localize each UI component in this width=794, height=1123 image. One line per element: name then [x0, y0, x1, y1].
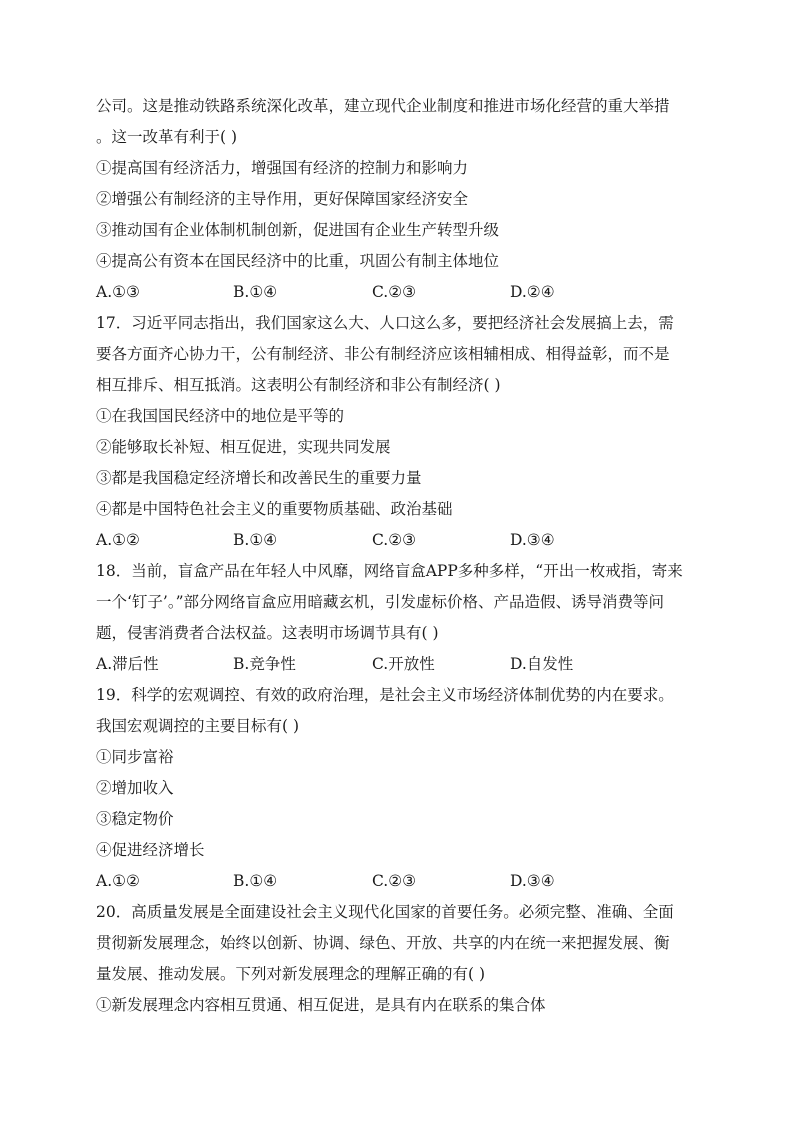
option-d[interactable]: D.自发性 — [510, 655, 574, 673]
choice-statement: ①同步富裕 — [96, 748, 174, 766]
question-18: 18．当前，盲盒产品在年轻人中风靡，网络盲盒APP多种多样，“开出一枚戒指，寄来 — [96, 562, 683, 580]
answer-options-q16 — [96, 282, 696, 302]
option-b[interactable]: B.①④ — [233, 872, 278, 890]
option-d[interactable]: D.②④ — [510, 283, 555, 301]
option-b[interactable]: B.①④ — [233, 283, 278, 301]
text-line: 贯彻新发展理念，始终以创新、协调、绿色、开放、共享的内在统一来把握发展、衡 — [96, 934, 670, 952]
option-b[interactable]: B.竞争性 — [233, 655, 296, 673]
question-17: 17．习近平同志指出，我们国家这么大、人口这么多，要把经济社会发展搞上去，需 — [96, 314, 674, 332]
text-line: 要各方面齐心协力干，公有制经济、非公有制经济应该相辅相成、相得益彰，而不是 — [96, 345, 670, 363]
option-d[interactable]: D.③④ — [510, 531, 555, 549]
choice-statement: ④提高公有资本在国民经济中的比重，巩固公有制主体地位 — [96, 252, 500, 270]
text-line: 量发展、推动发展。下列对新发展理念的理解正确的有( ) — [96, 965, 486, 983]
option-c[interactable]: C.②③ — [372, 872, 417, 890]
choice-statement: ②增强公有制经济的主导作用，更好保障国家经济安全 — [96, 190, 469, 208]
option-b[interactable]: B.①④ — [233, 531, 278, 549]
choice-statement: ③稳定物价 — [96, 810, 174, 828]
option-c[interactable]: C.②③ — [372, 283, 417, 301]
text-line: 。这一改革有利于( ) — [96, 128, 238, 146]
choice-statement: ④促进经济增长 — [96, 841, 205, 859]
text-line: 题，侵害消费者合法权益。这表明市场调节具有( ) — [96, 624, 439, 642]
choice-statement: ③推动国有企业体制机制创新，促进国有企业生产转型升级 — [96, 221, 500, 239]
choice-statement: ②增加收入 — [96, 779, 174, 797]
question-20: 20．高质量发展是全面建设社会主义现代化国家的首要任务。必须完整、准确、全面 — [96, 903, 674, 921]
answer-options-q18 — [96, 654, 696, 674]
text-line: 相互排斥、相互抵消。这表明公有制经济和非公有制经济( ) — [96, 376, 501, 394]
choice-statement: ①在我国国民经济中的地位是平等的 — [96, 407, 345, 425]
answer-options-q17 — [96, 530, 696, 550]
choice-statement: ①新发展理念内容相互贯通、相互促进，是具有内在联系的集合体 — [96, 996, 546, 1014]
question-19: 19．科学的宏观调控、有效的政府治理，是社会主义市场经济体制优势的内在要求。 — [96, 686, 674, 704]
option-a[interactable]: A.①② — [96, 531, 140, 549]
option-a[interactable]: A.滞后性 — [96, 655, 159, 673]
answer-options-q19 — [96, 871, 696, 891]
option-a[interactable]: A.①② — [96, 872, 140, 890]
text-line: 公司。这是推动铁路系统深化改革，建立现代企业制度和推进市场化经营的重大举措 — [96, 97, 670, 115]
option-a[interactable]: A.①③ — [96, 283, 140, 301]
choice-statement: ④都是中国特色社会主义的重要物质基础、政治基础 — [96, 500, 453, 518]
text-line: 一个‘钉子’。”部分网络盲盒应用暗藏玄机，引发虚标价格、产品造假、诱导消费等问 — [96, 593, 665, 611]
choice-statement: ①提高国有经济活力，增强国有经济的控制力和影响力 — [96, 159, 469, 177]
choice-statement: ②能够取长补短、相互促进，实现共同发展 — [96, 438, 391, 456]
text-line: 我国宏观调控的主要目标有( ) — [96, 717, 300, 735]
option-d[interactable]: D.③④ — [510, 872, 555, 890]
option-c[interactable]: C.②③ — [372, 531, 417, 549]
choice-statement: ③都是我国稳定经济增长和改善民生的重要力量 — [96, 469, 422, 487]
option-c[interactable]: C.开放性 — [372, 655, 435, 673]
